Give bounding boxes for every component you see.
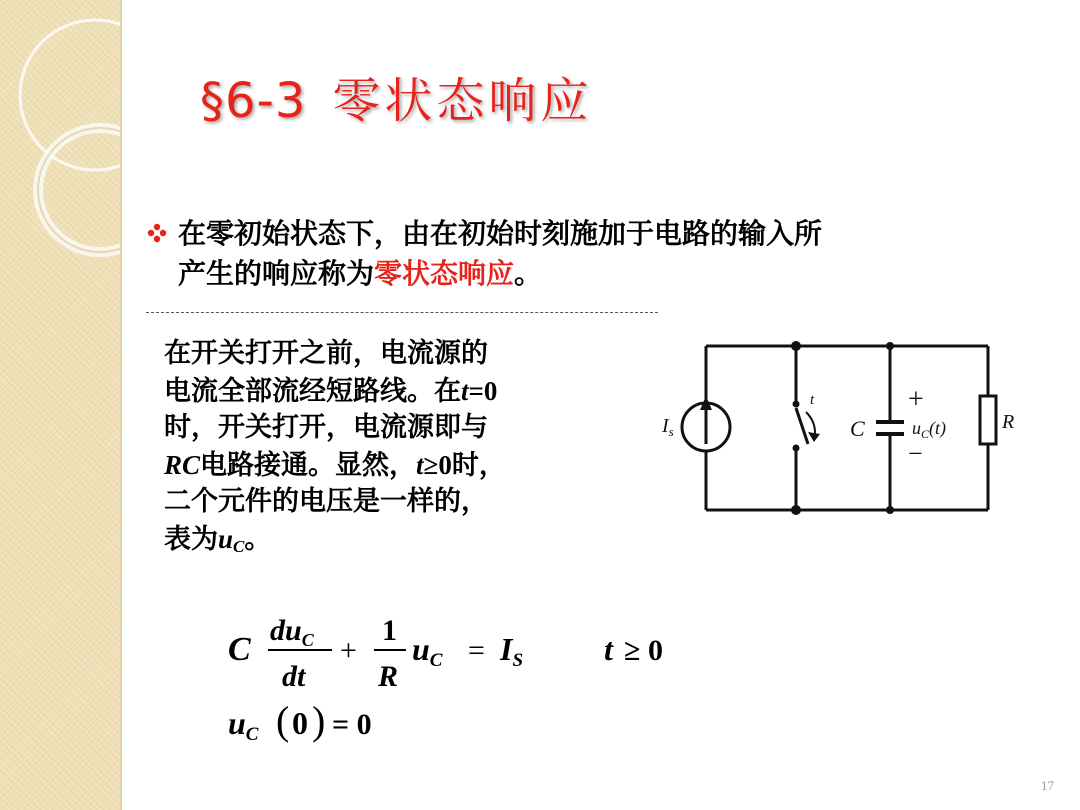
bullet-line-2-end: 。 <box>514 257 543 290</box>
para-line-2a: 电流全部流经短路线。在 <box>164 375 461 407</box>
eq-plus: + <box>340 634 357 667</box>
eq-R: R <box>378 660 399 693</box>
bullet-highlight: 零状态响应 <box>374 257 515 290</box>
eq-u-sub: C <box>301 630 314 650</box>
para-var-t: t <box>461 375 469 406</box>
svg-text:uC(t) <box>912 418 946 441</box>
eq-C: C <box>228 631 251 668</box>
para-line-3: 时，开关打开，电流源即与 <box>164 412 488 443</box>
page-number: 17 <box>1041 778 1054 793</box>
diamond-bullet-icon <box>146 222 168 244</box>
para-line-4a: 电路接通。显然， <box>200 449 417 481</box>
para-line-1: 在开关打开之前，电流源的 <box>164 338 488 369</box>
bullet-line-2-plain: 产生的响应称为 <box>178 257 375 290</box>
bullet-text <box>178 214 1026 294</box>
eq-init-u: u <box>228 705 246 741</box>
para-var-u-sub: C <box>233 536 245 556</box>
title-text: 零状态响应 <box>332 73 593 129</box>
label-source: I <box>662 415 669 437</box>
eq-init-sub: C <box>245 724 259 745</box>
bullet-item <box>146 214 1026 294</box>
label-minus: − <box>908 439 923 468</box>
explanation-paragraph <box>164 336 624 565</box>
eq-d: d <box>270 614 285 647</box>
label-plus: + <box>908 384 924 415</box>
eq-u2-sub: C <box>429 650 443 671</box>
eq-I: I <box>500 631 513 667</box>
svg-text:IS <box>499 631 523 671</box>
svg-text:duC <box>270 614 315 650</box>
eq-cond-rel: ≥ 0 <box>624 634 663 667</box>
eq-dt: dt <box>282 660 306 693</box>
para-line-6b: 。 <box>244 523 272 555</box>
eq-equals: = <box>468 634 485 667</box>
dashed-divider <box>146 312 658 313</box>
svg-text:(: ( <box>276 698 290 743</box>
label-resistor: R <box>1002 411 1015 433</box>
svg-text:uC <box>412 631 443 671</box>
eq-cond-t: t <box>604 631 613 667</box>
svg-text:uC <box>228 705 259 745</box>
label-source-sub: s <box>668 424 674 439</box>
eq-init-eq: = 0 <box>332 708 372 741</box>
para-eq-zero: =0 <box>468 375 498 406</box>
para-ge-zero: ≥0 <box>423 449 452 480</box>
bullet-line-1: 在零初始状态下，由在初始时刻施加于电路的输入所 <box>178 217 823 250</box>
eq-u: u <box>285 614 302 647</box>
side-band-edge <box>120 0 122 810</box>
svg-text:Is <box>661 415 674 439</box>
eq-init-arg: 0 <box>292 705 308 741</box>
eq-one: 1 <box>382 614 397 647</box>
label-voltage-arg: (t) <box>929 418 947 438</box>
label-switch-t: t <box>810 392 815 408</box>
label-voltage-sub: C <box>921 427 930 441</box>
eq-I-sub: S <box>512 650 524 671</box>
svg-text:): ) <box>312 698 326 743</box>
label-voltage: u <box>912 418 921 438</box>
para-line-5: 二个元件的电压是一样的， <box>164 486 488 517</box>
para-var-t2: t <box>416 449 424 480</box>
eq-u2: u <box>412 631 430 667</box>
slide-title <box>200 62 592 131</box>
para-line-4b: 时， <box>451 449 506 481</box>
decorative-side-band <box>0 0 120 810</box>
bullet-line-2 <box>178 254 1026 294</box>
label-capacitor: C <box>850 416 865 441</box>
para-var-rc: RC <box>164 449 201 480</box>
rc-circuit-diagram <box>658 336 1028 526</box>
differential-equation <box>228 610 708 750</box>
para-line-6a: 表为 <box>164 523 218 555</box>
para-var-u: u <box>218 523 234 554</box>
title-section-number: §6-3 <box>200 73 307 129</box>
